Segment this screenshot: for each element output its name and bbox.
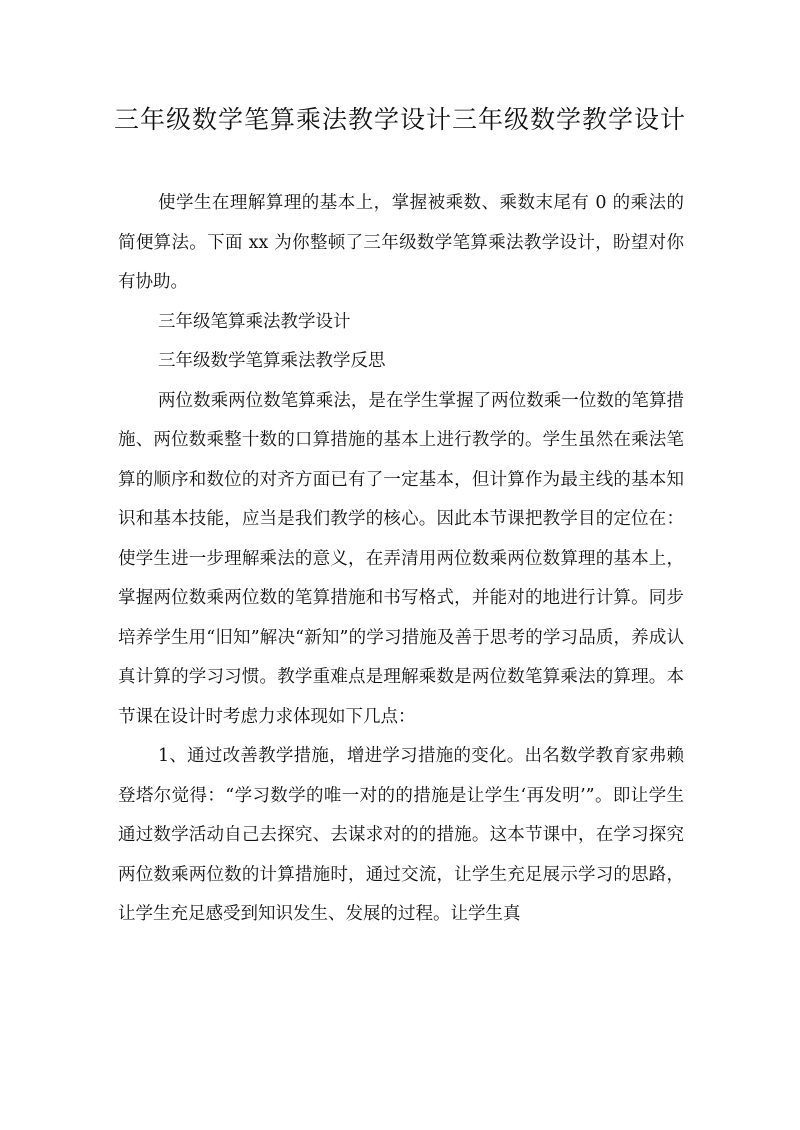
document-title: 三年级数学笔算乘法教学设计三年级数学教学设计 [113,105,686,134]
paragraph-intro: 使学生在理解算理的基本上，掌握被乘数、乘数末尾有 0 的乘法的简便算法。下面 xx 为你整顿了三年级数学笔算乘法教学设计，盼望对你有协助。 [118,193,684,292]
paragraph-link-reflection: 三年级数学笔算乘法教学反思 [158,351,386,371]
paragraph-link-design: 三年级笔算乘法教学设计 [158,311,351,332]
document-body [118,184,684,935]
paragraph-main: 两位数乘两位数笔算乘法，是在学生掌握了两位数乘一位数的笔算措施、两位数乘整十数的口算措施的基本上进行教学的。学生虽然在乘法笔算的顺序和数位的对齐方面已有了一定基本，但计算作为最主线的基本知识和基本技能，应当是我们教学的核心。因此本节课把教学目的定位在：使学生进一步理解乘法的意义，在弄清用两位数乘两位数算理的基本上，掌握两位数乘两位数的笔算措施和书写格式，并能对的地进行计算。同步培养学生用“旧知”解决“新知”的学习措施及善于思考的学习品质，养成认真计算的学习习惯。教学重难点是理解乘数是两位数笔算乘法的算理。本节课在设计时考虑力求体现如下几点： [118,390,684,727]
paragraph-point-1: 1、通过改善教学措施，增进学习措施的变化。出名数学教育家弗赖登塔尔觉得：“学习数学的唯一对的的措施是让学生‘再发明’”。即让学生通过数学活动自己去探究、去谋求对的的措施。这本节课中，在学习探究两位数乘两位数的计算措施时，通过交流，让学生充足展示学习的思路，让学生充足感受到知识发生、发展的过程。让学生真 [118,746,684,924]
